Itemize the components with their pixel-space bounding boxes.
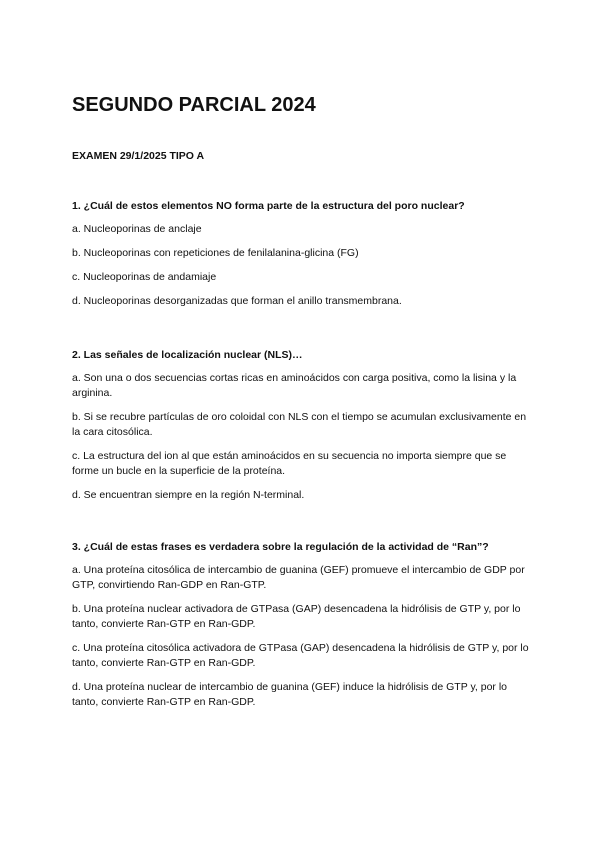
option-a: a. Una proteína citosólica de intercambio de guanina (GEF) promueve el intercambio de GDP por GTP, convirtiendo Ran-GDP en Ran-GTP. [72,564,525,591]
question-3 [72,540,532,719]
option-c: c. La estructura del ion al que están aminoácidos en su secuencia no importa siempre que se forme un bucle en la superficie de la proteína. [72,450,507,477]
option-d: d. Se encuentran siempre en la región N-terminal. [72,489,305,501]
option-c: c. Nucleoporinas de andamiaje [72,271,217,283]
question-text: 3. ¿Cuál de estas frases es verdadera sobre la regulación de la actividad de “Ran”? [72,541,489,553]
document-title: SEGUNDO PARCIAL 2024 [72,94,316,116]
exam-subtitle: EXAMEN 29/1/2025 TIPO A [72,150,205,162]
option-a: a. Son una o dos secuencias cortas ricas en aminoácidos con carga positiva, como la lisina y la arginina. [72,372,517,399]
question-2 [72,348,532,512]
option-a: a. Nucleoporinas de anclaje [72,223,202,235]
question-1 [72,199,532,318]
question-text: 1. ¿Cuál de estos elementos NO forma parte de la estructura del poro nuclear? [72,200,465,212]
option-b: b. Nucleoporinas con repeticiones de fenilalanina-glicina (FG) [72,247,359,259]
option-c: c. Una proteína citosólica activadora de GTPasa (GAP) desencadena la hidrólisis de GTP y, por lo tanto, convierte Ran-GTP en Ran-GDP. [72,642,529,669]
option-d: d. Nucleoporinas desorganizadas que forman el anillo transmembrana. [72,295,402,307]
option-b: b. Si se recubre partículas de oro coloidal con NLS con el tiempo se acumulan exclusivamente en la cara citosólica. [72,411,527,438]
option-d: d. Una proteína nuclear de intercambio de guanina (GEF) induce la hidrólisis de GTP y, por lo tanto, convierte Ran-GTP en Ran-GDP. [72,681,508,708]
question-text: 2. Las señales de localización nuclear (NLS)… [72,349,303,361]
option-b: b. Una proteína nuclear activadora de GTPasa (GAP) desencadena la hidrólisis de GTP y, por lo tanto, convierte Ran-GTP en Ran-GDP. [72,603,521,630]
